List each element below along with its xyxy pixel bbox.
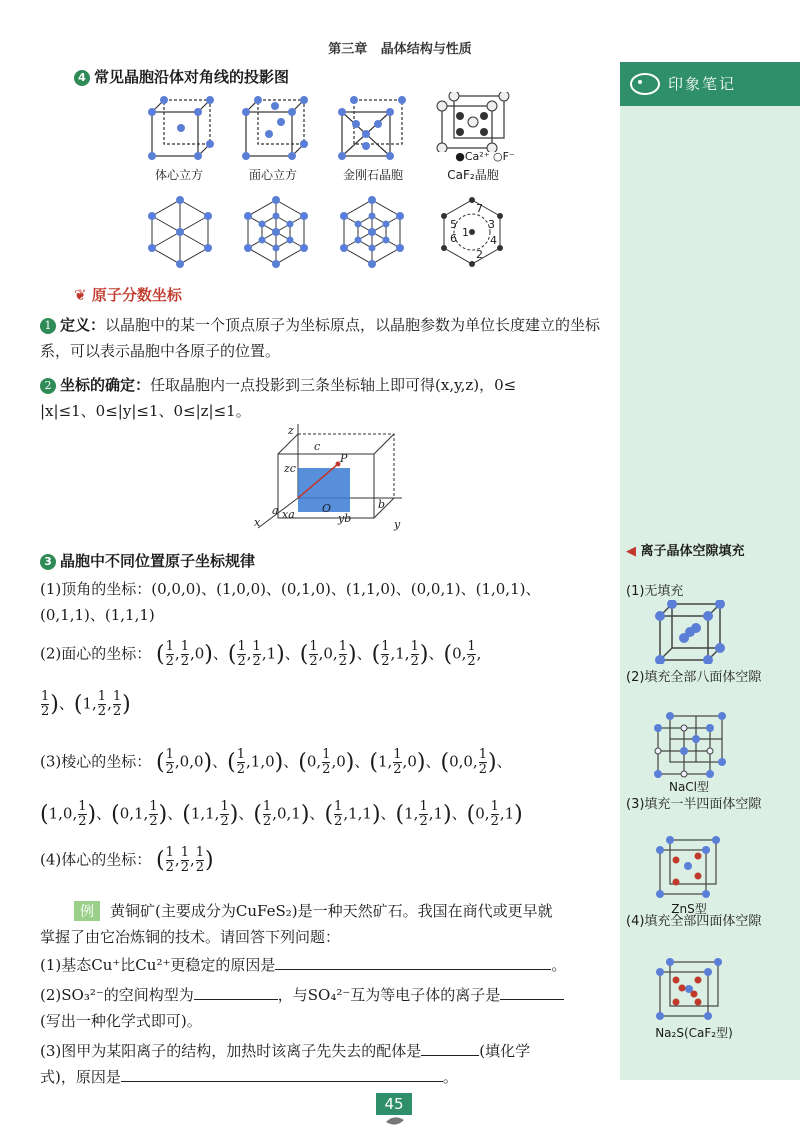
example-intro: 例 黄铜矿(主要成分为CuFeS₂)是一种天然矿石。我国在商代或更早就 xyxy=(74,900,553,921)
section-number-badge: 4 xyxy=(74,70,90,86)
zns-caption: ZnS型 xyxy=(671,902,707,916)
sidebar-item-label: (3)填充一半四面体空隙 xyxy=(626,797,762,812)
item-number-badge: 1 xyxy=(40,318,56,334)
item-number-badge: 2 xyxy=(40,378,56,394)
sidebar-item-label: (4)填充全部四面体空隙 xyxy=(626,914,762,929)
question-3: (3)图甲为某阳离子的结构，加热时该离子先失去的配体是 (填化学 xyxy=(40,1042,531,1060)
axis-label: xa xyxy=(282,508,295,521)
caf2-legend: ●Ca²⁺ ○F⁻ xyxy=(455,150,515,163)
nacl-cube-diagram xyxy=(650,712,730,778)
definition-paragraph: 1 定义：以晶胞中的某一个顶点原子为坐标原点，以晶胞参数为单位长度建立的坐标系，可以表示晶胞中各原子的位置。 xyxy=(40,316,601,360)
coordinate-label: 坐标的确定 xyxy=(60,376,136,394)
answer-blank[interactable] xyxy=(194,999,278,1000)
bcc-caption: 体心立方 xyxy=(154,168,203,182)
triangle-left-icon: ◀ xyxy=(626,544,636,559)
diamond-cell-diagram xyxy=(336,96,408,162)
answer-blank[interactable] xyxy=(500,999,564,1000)
rules-heading: 3 晶胞中不同位置原子坐标规律 xyxy=(40,550,255,571)
diamond-projection-diagram xyxy=(336,196,408,268)
caf2-cell-diagram xyxy=(436,92,510,152)
diamond-caption: 金刚石晶胞 xyxy=(342,168,403,182)
section4-heading: 4 常见晶胞沿体对角线的投影图 xyxy=(74,66,289,87)
question-1: (1)基态Cu⁺比Cu²⁺更稳定的原因是 。 xyxy=(40,956,567,974)
axis-label: y xyxy=(394,518,401,531)
coordinate-text: 任取晶胞内一点投影到三条坐标轴上即可得(x,y,z)，0≤ xyxy=(150,376,517,394)
axis-label: b xyxy=(378,498,386,511)
projection-label: 6 xyxy=(450,232,457,245)
definition-label: 定义 xyxy=(60,316,91,334)
definition-text: 以晶胞中的某一个顶点原子为坐标原点，以晶胞参数为单位长度建立的坐标系，可以表示晶胞中各原子的位置。 xyxy=(40,316,601,360)
fcc-projection-diagram xyxy=(240,196,312,268)
projection-label: 7 xyxy=(476,202,483,215)
projection-label: 5 xyxy=(450,218,457,231)
axis-label: yb xyxy=(338,512,352,525)
edge-center-coordinates: (3)棱心的坐标： ( $\frac{1}{2}$ ,0,0)、( $\frac{1}{2}$ ,1,0)、(0, $\frac{1}{2}$ ,0)、(1, $\frac{1}{2}$ ,0)、(0,0, $\frac{1}{2}$ )、 xyxy=(40,747,512,777)
page-header xyxy=(0,38,800,57)
fcc-caption: 面心立方 xyxy=(248,168,297,182)
sidebar-title: 印象笔记 xyxy=(668,75,737,93)
chapter-label: 第三章 xyxy=(328,42,368,57)
item-number-badge: 3 xyxy=(40,554,56,570)
coordinate-text-2: |x|≤1、0≤|y|≤1、0≤|z|≤1。 xyxy=(40,402,251,420)
question-3-2: 式)，原因是 。 xyxy=(40,1068,458,1086)
chapter-title: 晶体结构与性质 xyxy=(380,42,472,57)
axis-label: x xyxy=(254,516,261,529)
sidebar-note-title: ◀ 离子晶体空隙填充 xyxy=(626,544,745,559)
face-center-coordinates: (2)面心的坐标： ( $\frac{1}{2}$ , $\frac{1}{2}$ ,0)、( $\frac{1}{2}$ , $\frac{1}{2}$ ,1)、( $\frac{1}{2}$ ,0, $\frac{1}{2}$ )、( $\frac{1}{2}$ ,1, $\frac{1}{2}$ )、(0, $\frac{1}{2}$ , xyxy=(40,639,482,669)
vertex-coordinates-2: (0,1,1)、(1,1,1) xyxy=(40,606,155,624)
example-intro-2: 掌握了由它冶炼铜的技术。请回答下列问题： xyxy=(40,928,341,946)
axis-label: z xyxy=(288,424,294,437)
axis-label: a xyxy=(272,504,279,517)
question-2: (2)SO₃²⁻的空间构型为 ，与SO₄²⁻互为等电子体的离子是 xyxy=(40,984,564,1005)
edge-center-coordinates-2: (1,0, $\frac{1}{2}$ )、(0,1, $\frac{1}{2}$ )、(1,1, $\frac{1}{2}$ )、( $\frac{1}{2}$ ,0,1)、( $\frac{1}{2}$ ,1,1)、(1, $\frac{1}{2}$ ,1)、(0, $\frac{1}{2}$ ,1) xyxy=(40,799,523,829)
bcc-cell-diagram xyxy=(146,96,216,162)
sidebar-item-label: (1)无填充 xyxy=(626,584,684,599)
axis-label: c xyxy=(314,440,321,453)
coordinate-paragraph: 2 坐标的确定：任取晶胞内一点投影到三条坐标轴上即可得(x,y,z)，0≤ |x|≤1、0≤|y|≤1、0≤|z|≤1。 xyxy=(40,376,517,420)
projection-label: 1 xyxy=(462,226,469,239)
projection-label: 4 xyxy=(490,234,497,247)
zns-cube-diagram xyxy=(654,836,722,900)
bcc-projection-diagram xyxy=(144,196,216,268)
answer-blank[interactable] xyxy=(275,969,551,970)
axis-label: P xyxy=(340,452,348,465)
body-center-coordinates: (4)体心的坐标： ( $\frac{1}{2}$ , $\frac{1}{2}$ , $\frac{1}{2}$ ) xyxy=(40,845,214,875)
no-fill-cube-diagram xyxy=(650,600,730,664)
na2s-cube-diagram xyxy=(654,958,724,1022)
projection-label: 2 xyxy=(476,248,483,261)
caf2-caption: CaF₂晶胞 xyxy=(447,168,499,182)
page-number: 45 xyxy=(376,1093,412,1115)
projection-label: 3 xyxy=(488,218,495,231)
nacl-caption: NaCl型 xyxy=(668,780,710,794)
section-heading: ❦ 原子分数坐标 xyxy=(74,286,182,304)
example-tag: 例 xyxy=(74,901,100,921)
na2s-caption: Na₂S(CaF₂型) xyxy=(655,1026,733,1040)
answer-blank[interactable] xyxy=(121,1081,443,1082)
face-center-coordinates-2: $\frac{1}{2}$ )、(1, $\frac{1}{2}$ , $\frac{1}{2}$ ) xyxy=(41,689,131,719)
leaf-icon: ❦ xyxy=(74,286,87,304)
footer-ornament-icon xyxy=(384,1114,406,1128)
vertex-coordinates: (1)顶角的坐标：(0,0,0)、(1,0,0)、(0,1,0)、(1,1,0)、(0,0,1)、(1,0,1)、 xyxy=(40,580,541,598)
sidebar-item-label: (2)填充全部八面体空隙 xyxy=(626,670,762,685)
question-2-note: (写出一种化学式即可)。 xyxy=(40,1012,202,1030)
answer-blank[interactable] xyxy=(421,1055,479,1056)
elephant-logo-icon xyxy=(628,70,662,96)
caf2-projection-diagram xyxy=(434,196,510,268)
axis-label: zc xyxy=(284,462,296,475)
fcc-cell-diagram xyxy=(240,96,310,162)
coordinate-cube-diagram xyxy=(254,424,404,532)
axis-label: O xyxy=(322,502,332,515)
